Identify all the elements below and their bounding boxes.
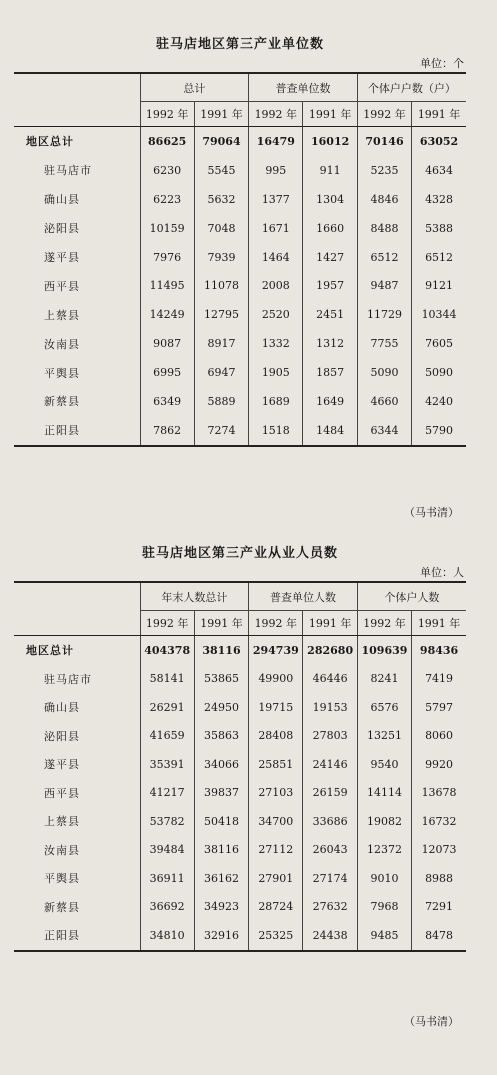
value-cell: 34066 [194, 750, 248, 779]
table2 [14, 581, 466, 952]
value-cell: 27803 [303, 722, 357, 751]
table2-corner [14, 582, 140, 611]
value-cell: 35863 [194, 722, 248, 751]
value-cell: 6947 [194, 358, 248, 387]
section-employees [14, 543, 466, 952]
table-row [14, 722, 466, 751]
value-cell: 5090 [357, 358, 411, 387]
table2-group-header: 个体户人数 [357, 582, 466, 611]
table-row [14, 243, 466, 272]
table1-year-header: 1992 年 [140, 102, 194, 127]
value-cell: 16012 [303, 127, 357, 156]
table1-group-header: 个体户户数（户） [357, 73, 466, 102]
table-row [14, 358, 466, 387]
region-cell: 平舆县 [44, 872, 80, 886]
value-cell: 39484 [140, 836, 194, 865]
table-row [14, 156, 466, 185]
value-cell: 24146 [303, 750, 357, 779]
value-cell: 27901 [249, 864, 303, 893]
region-cell: 遂平县 [44, 758, 80, 772]
table1-corner-lower [14, 102, 140, 127]
value-cell: 109639 [357, 636, 411, 665]
value-cell: 41217 [140, 779, 194, 808]
value-cell: 1312 [303, 329, 357, 358]
table-row [14, 329, 466, 358]
value-cell: 86625 [140, 127, 194, 156]
value-cell: 33686 [303, 807, 357, 836]
value-cell: 9087 [140, 329, 194, 358]
value-cell: 9121 [412, 271, 466, 300]
table-row [14, 387, 466, 416]
table1-year-header: 1991 年 [303, 102, 357, 127]
value-cell: 5797 [412, 693, 466, 722]
value-cell: 36692 [140, 893, 194, 922]
value-cell: 28724 [249, 893, 303, 922]
table-row [14, 416, 466, 446]
value-cell: 41659 [140, 722, 194, 751]
value-cell: 4328 [412, 185, 466, 214]
region-cell: 西平县 [44, 279, 80, 293]
value-cell: 7605 [412, 329, 466, 358]
value-cell: 1427 [303, 243, 357, 272]
table-row [14, 750, 466, 779]
value-cell: 11078 [194, 271, 248, 300]
value-cell: 25851 [249, 750, 303, 779]
value-cell: 27112 [249, 836, 303, 865]
value-cell: 26159 [303, 779, 357, 808]
region-cell: 汝南县 [44, 843, 80, 857]
value-cell: 27174 [303, 864, 357, 893]
table2-source: （马书清） [404, 1015, 459, 1028]
value-cell: 8917 [194, 329, 248, 358]
table1-group-header: 总计 [140, 73, 249, 102]
value-cell: 7274 [194, 416, 248, 446]
value-cell: 34810 [140, 921, 194, 951]
value-cell: 5235 [357, 156, 411, 185]
value-cell: 6995 [140, 358, 194, 387]
value-cell: 7048 [194, 214, 248, 243]
value-cell: 1484 [303, 416, 357, 446]
value-cell: 27632 [303, 893, 357, 922]
table1-group-header: 普查单位数 [249, 73, 358, 102]
value-cell: 282680 [303, 636, 357, 665]
value-cell: 911 [303, 156, 357, 185]
value-cell: 8478 [412, 921, 466, 951]
table1-year-header: 1991 年 [194, 102, 248, 127]
region-cell: 泌阳县 [44, 222, 80, 236]
value-cell: 10159 [140, 214, 194, 243]
value-cell: 2520 [249, 300, 303, 329]
value-cell: 9920 [412, 750, 466, 779]
value-cell: 6349 [140, 387, 194, 416]
table1-title: 驻马店地区第三产业单位数 [155, 37, 324, 52]
value-cell: 46446 [303, 665, 357, 694]
value-cell: 26043 [303, 836, 357, 865]
table-row [14, 665, 466, 694]
table-row [14, 300, 466, 329]
value-cell: 1905 [249, 358, 303, 387]
value-cell: 9540 [357, 750, 411, 779]
value-cell: 63052 [412, 127, 466, 156]
region-cell: 汝南县 [44, 337, 80, 351]
region-cell: 地区总计 [26, 135, 74, 149]
region-cell: 上蔡县 [44, 308, 80, 322]
value-cell: 404378 [140, 636, 194, 665]
region-cell: 平舆县 [44, 366, 80, 380]
value-cell: 7419 [412, 665, 466, 694]
value-cell: 2008 [249, 271, 303, 300]
table1-body [14, 127, 466, 446]
region-cell: 驻马店市 [44, 672, 92, 686]
table2-year-header: 1992 年 [249, 611, 303, 636]
value-cell: 39837 [194, 779, 248, 808]
value-cell: 8241 [357, 665, 411, 694]
value-cell: 13678 [412, 779, 466, 808]
value-cell: 5889 [194, 387, 248, 416]
region-cell: 上蔡县 [44, 815, 80, 829]
table-total-row [14, 636, 466, 665]
value-cell: 24438 [303, 921, 357, 951]
table-row [14, 693, 466, 722]
value-cell: 1649 [303, 387, 357, 416]
region-cell: 新蔡县 [44, 395, 80, 409]
value-cell: 294739 [249, 636, 303, 665]
table-row [14, 779, 466, 808]
value-cell: 8060 [412, 722, 466, 751]
region-cell: 正阳县 [14, 921, 140, 951]
region-cell: 新蔡县 [44, 900, 80, 914]
value-cell: 8488 [357, 214, 411, 243]
table2-year-header: 1991 年 [303, 611, 357, 636]
value-cell: 7976 [140, 243, 194, 272]
value-cell: 7755 [357, 329, 411, 358]
value-cell: 38116 [194, 636, 248, 665]
value-cell: 34700 [249, 807, 303, 836]
value-cell: 36911 [140, 864, 194, 893]
value-cell: 28408 [249, 722, 303, 751]
value-cell: 32916 [194, 921, 248, 951]
value-cell: 14114 [357, 779, 411, 808]
value-cell: 50418 [194, 807, 248, 836]
section-units [14, 34, 466, 447]
value-cell: 4240 [412, 387, 466, 416]
table1-year-header: 1991 年 [412, 102, 466, 127]
value-cell: 6223 [140, 185, 194, 214]
region-cell: 泌阳县 [44, 729, 80, 743]
value-cell: 1464 [249, 243, 303, 272]
value-cell: 49900 [249, 665, 303, 694]
value-cell: 14249 [140, 300, 194, 329]
table-row [14, 836, 466, 865]
region-cell: 地区总计 [26, 644, 74, 658]
value-cell: 9487 [357, 271, 411, 300]
region-cell: 确山县 [44, 701, 80, 715]
value-cell: 19082 [357, 807, 411, 836]
value-cell: 1671 [249, 214, 303, 243]
table1 [14, 72, 466, 447]
value-cell: 38116 [194, 836, 248, 865]
value-cell: 26291 [140, 693, 194, 722]
value-cell: 5388 [412, 214, 466, 243]
table2-year-header: 1991 年 [412, 611, 466, 636]
value-cell: 12073 [412, 836, 466, 865]
value-cell: 1957 [303, 271, 357, 300]
table-total-row [14, 127, 466, 156]
value-cell: 11729 [357, 300, 411, 329]
value-cell: 6512 [357, 243, 411, 272]
table1-source: （马书清） [404, 506, 459, 519]
value-cell: 11495 [140, 271, 194, 300]
region-cell: 确山县 [44, 193, 80, 207]
value-cell: 8988 [412, 864, 466, 893]
value-cell: 16732 [412, 807, 466, 836]
table-row [14, 893, 466, 922]
value-cell: 1377 [249, 185, 303, 214]
value-cell: 35391 [140, 750, 194, 779]
value-cell: 53865 [194, 665, 248, 694]
table2-unit: 单位：人 [420, 566, 464, 579]
value-cell: 9485 [357, 921, 411, 951]
value-cell: 1332 [249, 329, 303, 358]
region-cell: 西平县 [44, 786, 80, 800]
table1-unit: 单位：个 [420, 57, 464, 70]
value-cell: 1518 [249, 416, 303, 446]
value-cell: 4660 [357, 387, 411, 416]
table-row [14, 271, 466, 300]
value-cell: 2451 [303, 300, 357, 329]
value-cell: 70146 [357, 127, 411, 156]
value-cell: 995 [249, 156, 303, 185]
table1-year-header: 1992 年 [357, 102, 411, 127]
value-cell: 4634 [412, 156, 466, 185]
value-cell: 6576 [357, 693, 411, 722]
value-cell: 5545 [194, 156, 248, 185]
value-cell: 7291 [412, 893, 466, 922]
value-cell: 6512 [412, 243, 466, 272]
value-cell: 1660 [303, 214, 357, 243]
value-cell: 98436 [412, 636, 466, 665]
value-cell: 5090 [412, 358, 466, 387]
table-row [14, 864, 466, 893]
table-row [14, 214, 466, 243]
region-cell: 正阳县 [14, 416, 140, 446]
value-cell: 9010 [357, 864, 411, 893]
table2-year-header: 1992 年 [357, 611, 411, 636]
value-cell: 27103 [249, 779, 303, 808]
region-cell: 驻马店市 [44, 164, 92, 178]
table2-year-header: 1991 年 [194, 611, 248, 636]
value-cell: 36162 [194, 864, 248, 893]
value-cell: 24950 [194, 693, 248, 722]
table-row [14, 185, 466, 214]
table2-group-header: 年末人数总计 [140, 582, 249, 611]
value-cell: 34923 [194, 893, 248, 922]
table-row [14, 921, 466, 951]
table2-year-header: 1992 年 [140, 611, 194, 636]
value-cell: 19715 [249, 693, 303, 722]
value-cell: 6230 [140, 156, 194, 185]
value-cell: 7939 [194, 243, 248, 272]
value-cell: 5632 [194, 185, 248, 214]
value-cell: 16479 [249, 127, 303, 156]
value-cell: 79064 [194, 127, 248, 156]
region-cell: 遂平县 [44, 251, 80, 264]
table2-corner-lower [14, 611, 140, 636]
table2-body [14, 636, 466, 951]
value-cell: 1857 [303, 358, 357, 387]
value-cell: 10344 [412, 300, 466, 329]
value-cell: 5790 [412, 416, 466, 446]
value-cell: 19153 [303, 693, 357, 722]
value-cell: 13251 [357, 722, 411, 751]
value-cell: 1689 [249, 387, 303, 416]
table1-corner [14, 73, 140, 102]
value-cell: 7862 [140, 416, 194, 446]
value-cell: 58141 [140, 665, 194, 694]
table2-title: 驻马店地区第三产业从业人员数 [141, 546, 338, 561]
value-cell: 7968 [357, 893, 411, 922]
value-cell: 25325 [249, 921, 303, 951]
table2-group-header: 普查单位人数 [249, 582, 358, 611]
value-cell: 53782 [140, 807, 194, 836]
table-row [14, 807, 466, 836]
value-cell: 12372 [357, 836, 411, 865]
value-cell: 12795 [194, 300, 248, 329]
value-cell: 6344 [357, 416, 411, 446]
table1-year-header: 1992 年 [249, 102, 303, 127]
value-cell: 4846 [357, 185, 411, 214]
value-cell: 1304 [303, 185, 357, 214]
